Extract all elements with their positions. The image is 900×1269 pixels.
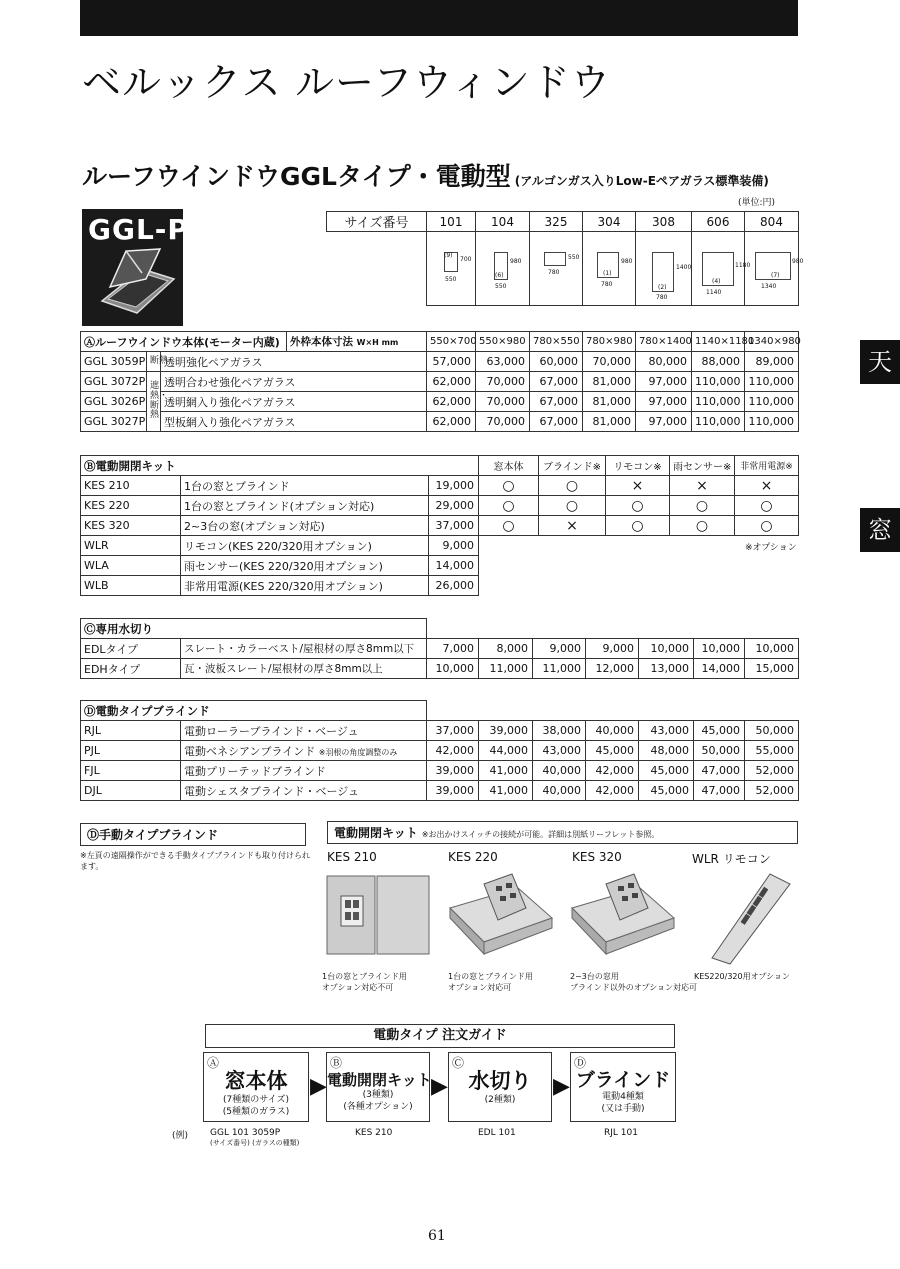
kes220-image xyxy=(448,866,558,962)
table-row: KES 220 1台の窓とブラインド(オプション対応) 29,000 ○ ○ ○ ○ ○ xyxy=(81,496,799,516)
kes210-image xyxy=(325,872,435,962)
kit-caption: KES220/320用オプション xyxy=(694,972,790,981)
kit-caption: 1台の窓とブラインド用 オプション対応不可 xyxy=(322,972,407,992)
page-number: 61 xyxy=(428,1228,446,1244)
side-tab-ten: 天 xyxy=(860,340,900,384)
table-b-kit xyxy=(80,455,799,596)
table-row: WLA 雨センサー(KES 220/320用オプション) 14,000 xyxy=(81,556,799,576)
dim-value: 780×550 xyxy=(530,332,583,352)
arrow-right-icon: ▶ xyxy=(310,1074,327,1099)
example-label: (例) xyxy=(172,1131,189,1141)
example-flashing: EDL 101 xyxy=(478,1128,516,1138)
manual-blind-title: Ⓓ手動タイプブラインド xyxy=(80,823,306,846)
column-header: リモコン※ xyxy=(606,456,670,476)
table-row: FJL 電動プリーテッドブラインド 39,000 41,000 40,000 42,000 45,000 47,000 52,000 xyxy=(81,761,799,781)
table-b-title: Ⓑ電動開閉キット xyxy=(81,456,479,476)
table-row: GGL 3059P 断熱 透明強化ペアガラス 57,000 63,000 60,000 70,000 80,000 88,000 89,000 xyxy=(81,352,799,372)
table-row: GGL 3027P 型板網入り強化ペアガラス 62,000 70,000 67,000 81,000 97,000 110,000 110,000 xyxy=(81,412,799,432)
size-diagram: (4) 1140 1180 xyxy=(692,232,745,306)
guide-step-kit: Ⓑ 電動開閉キット (3種類) (各種オプション) xyxy=(326,1052,430,1122)
top-bar xyxy=(80,0,798,36)
kit-caption: 2~3台の窓用 ブラインド以外のオプション対応可 xyxy=(570,972,698,992)
section-subtitle xyxy=(82,157,769,193)
size-number: 325 xyxy=(530,212,583,232)
heat-mark: 断熱 xyxy=(147,352,161,372)
dim-value: 550×700 xyxy=(427,332,476,352)
table-d-blind xyxy=(80,700,799,801)
dim-value: 1340×980 xyxy=(745,332,799,352)
table-row: KES 320 2~3台の窓(オプション対応) 37,000 ○ × ○ ○ ○ xyxy=(81,516,799,536)
column-header: 非常用電源※ xyxy=(735,456,799,476)
table-a-title: Ⓐルーフウインドウ本体(モーター内蔵) xyxy=(81,332,287,352)
kes320-image xyxy=(570,866,680,962)
size-diagram: (6) 550 980 xyxy=(476,232,530,306)
unit-note: (単位:円) xyxy=(738,198,776,208)
example-window: GGL 101 3059P (サイズ番号) (ガラスの種類) xyxy=(210,1128,300,1147)
product-label: GGL-P xyxy=(88,213,189,246)
kit-section-header: 電動開閉キット ※お出かけスイッチの接続が可能。詳細は別紙リーフレット参照。 xyxy=(327,821,798,844)
size-diagram: (9) 550 700 xyxy=(427,232,476,306)
table-d-title: Ⓓ電動タイプブラインド xyxy=(81,701,427,721)
size-number: 606 xyxy=(692,212,745,232)
table-row: WLR リモコン(KES 220/320用オプション) 9,000 xyxy=(81,536,799,556)
size-diagram: (7) 1340 980 xyxy=(745,232,799,306)
remote-image xyxy=(700,866,800,964)
size-number-label: サイズ番号 xyxy=(327,212,427,232)
guide-step-window: Ⓐ 窓本体 (7種類のサイズ) (5種類のガラス) xyxy=(203,1052,309,1122)
example-blind: RJL 101 xyxy=(604,1128,638,1138)
heat-mark: 遮熱・断熱 xyxy=(147,372,161,432)
kit-name: KES 220 xyxy=(448,850,498,864)
table-row: WLB 非常用電源(KES 220/320用オプション) 26,000 xyxy=(81,576,799,596)
arrow-right-icon: ▶ xyxy=(553,1074,570,1099)
kit-name: KES 210 xyxy=(327,850,377,864)
guide-step-flashing: Ⓒ 水切り (2種類) xyxy=(448,1052,552,1122)
dim-value: 780×980 xyxy=(583,332,636,352)
table-row: RJL 電動ローラーブラインド・ベージュ 37,000 39,000 38,000 40,000 43,000 45,000 50,000 xyxy=(81,721,799,741)
size-diagram: (1) 780 980 xyxy=(583,232,636,306)
table-row: DJL 電動シェスタブラインド・ベージュ 39,000 41,000 40,000 42,000 45,000 47,000 52,000 xyxy=(81,781,799,801)
subtitle-text: ルーフウインドウGGLタイプ・電動型 xyxy=(82,162,511,191)
table-row: GGL 3026P 透明網入り強化ペアガラス 62,000 70,000 67,000 81,000 97,000 110,000 110,000 xyxy=(81,392,799,412)
table-row: EDLタイプ スレート・カラーベスト/屋根材の厚さ8mm以下 7,000 8,000 9,000 9,000 10,000 10,000 10,000 xyxy=(81,639,799,659)
dim-value: 550×980 xyxy=(476,332,530,352)
guide-step-blind: Ⓓ ブラインド 電動4種類 (又は手動) xyxy=(570,1052,676,1122)
side-tab-mado: 窓 xyxy=(860,508,900,552)
table-row: GGL 3072P 遮熱・断熱 透明合わせ強化ペアガラス 62,000 70,000 67,000 81,000 97,000 110,000 110,000 xyxy=(81,372,799,392)
column-header: 雨センサー※ xyxy=(670,456,735,476)
dim-value: 780×1400 xyxy=(636,332,692,352)
dim-value: 1140×1180 xyxy=(692,332,745,352)
kit-name: KES 320 xyxy=(572,850,622,864)
kit-name: WLR リモコン xyxy=(692,852,771,866)
size-number: 104 xyxy=(476,212,530,232)
table-a-window-body xyxy=(80,331,799,432)
table-c-title: Ⓒ専用水切り xyxy=(81,619,427,639)
table-row: PJL 電動ベネシアンブラインド ※羽根の角度調整のみ 42,000 44,000 43,000 45,000 48,000 50,000 55,000 xyxy=(81,741,799,761)
size-header-table xyxy=(326,211,804,306)
table-row: EDHタイプ 瓦・波板スレート/屋根材の厚さ8mm以上 10,000 11,000 11,000 12,000 13,000 14,000 15,000 xyxy=(81,659,799,679)
size-number: 804 xyxy=(745,212,799,232)
roof-window-icon xyxy=(82,209,183,326)
table-row: KES 210 1台の窓とブラインド 19,000 ○ ○ × × × xyxy=(81,476,799,496)
size-diagram: (2) 780 1400 xyxy=(636,232,692,306)
size-number: 304 xyxy=(583,212,636,232)
size-number: 101 xyxy=(427,212,476,232)
dim-label: 外枠本体寸法 W×H mm xyxy=(287,332,427,352)
example-kit: KES 210 xyxy=(355,1128,393,1138)
size-number: 308 xyxy=(636,212,692,232)
manual-blind-note: ※左頁の遠隔操作ができる手動タイプブラインドも取り付けられます。 xyxy=(80,851,311,872)
size-diagram: 780 550 xyxy=(530,232,583,306)
order-guide-title: 電動タイプ 注文ガイド xyxy=(205,1024,675,1048)
subtitle-note: (アルゴンガス入りLow-Eペアガラス標準装備) xyxy=(514,174,769,188)
page-title: ベルックス ルーフウィンドウ xyxy=(82,61,611,106)
option-note: ※オプション xyxy=(745,543,797,553)
arrow-right-icon: ▶ xyxy=(431,1074,448,1099)
column-header: 窓本体 xyxy=(479,456,539,476)
table-c-flashing xyxy=(80,618,799,679)
kit-caption: 1台の窓とブラインド用 オプション対応可 xyxy=(448,972,533,992)
product-image-box xyxy=(82,209,189,326)
column-header: ブラインド※ xyxy=(539,456,606,476)
